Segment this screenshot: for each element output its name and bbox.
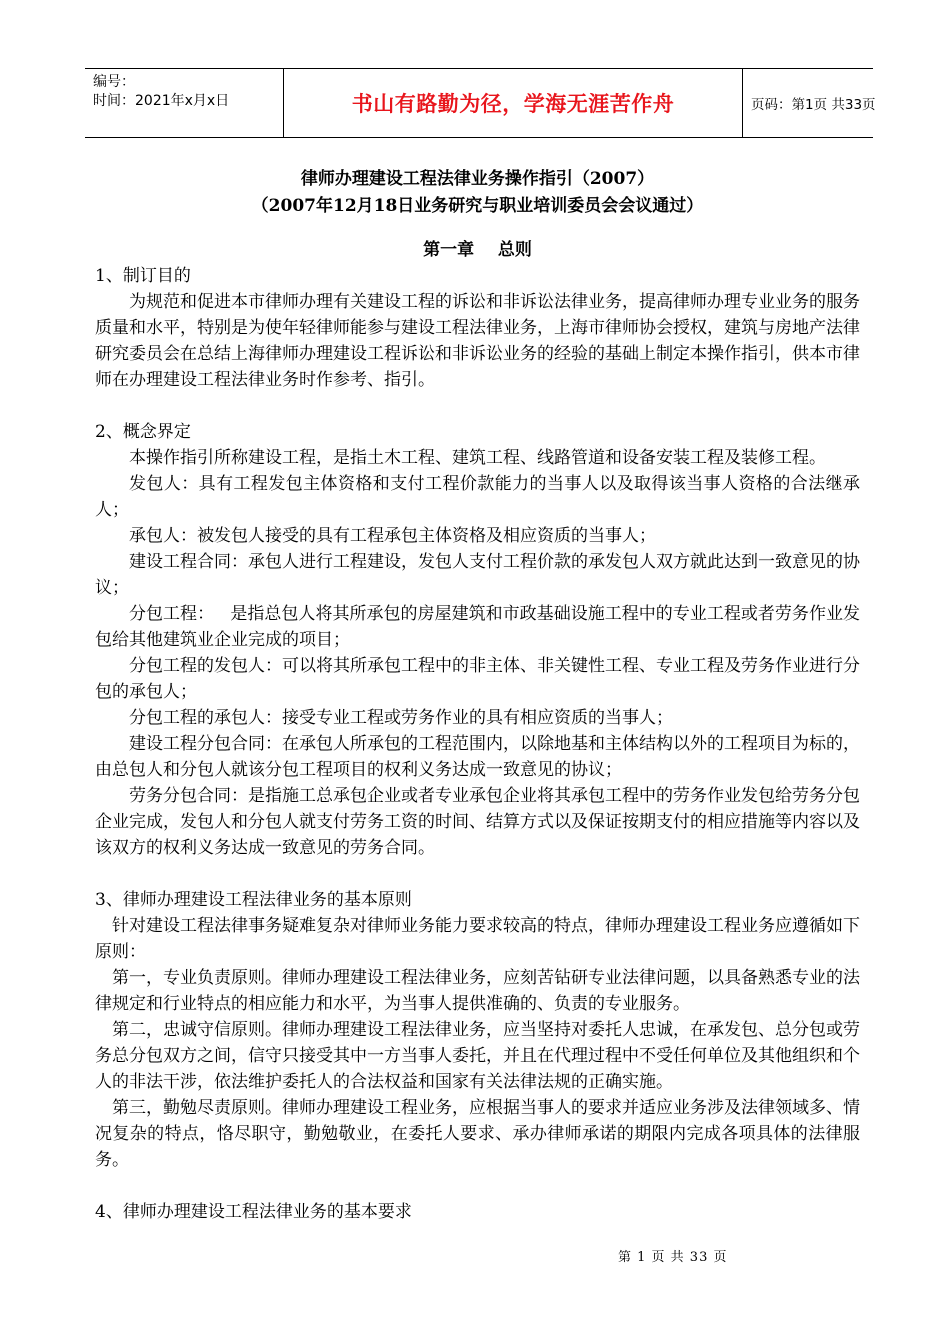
header-motto: 书山有路勤为径，学海无涯苦作舟 (351, 92, 675, 116)
definition-construction-contract: 建设工程合同：承包人进行工程建设，发包人支付工程价款的承发包人双方就此达到一致意见的协议； (95, 552, 860, 598)
section-1-paragraph: 为规范和促进本市律师办理有关建设工程的诉讼和非诉讼法律业务，提高律师办理专业业务的服务质量和水平，特别是为使年轻律师能参与建设工程法律业务，上海市律师协会授权，建筑与房地产法律研究委员会在总结上海律师办理建设工程诉讼和非诉讼业务的经验的基础上制定本操作指引，供本市律师在办理建设工程法律业务时作参考、指引。 (95, 292, 860, 390)
section-1-heading: 1、制订目的 (95, 266, 191, 286)
section-3-intro: 针对建设工程法律事务疑难复杂对律师业务能力要求较高的特点，律师办理建设工程业务应遵循如下原则： (95, 916, 860, 962)
page-header (85, 68, 876, 138)
header-motto-cell (283, 69, 743, 137)
definition-construction-project: 本操作指引所称建设工程，是指土木工程、建筑工程、线路管道和设备安装工程及装修工程。 (129, 448, 826, 468)
definition-labor-subcontract: 劳务分包合同：是指施工总承包企业或者专业承包企业将其承包工程中的劳务作业发包给劳务分包企业完成，发包人和分包人就支付劳务工资的时间、结算方式以及保证按期支付的相应措施等内容以及该双方的权利义务达成一致意见的劳务合同。 (95, 786, 860, 858)
header-meta (85, 69, 283, 137)
document-title: 律师办理建设工程法律业务操作指引（2007） (300, 169, 655, 189)
principle-diligence: 第三，勤勉尽责原则。律师办理建设工程业务，应根据当事人的要求并适应业务涉及法律领域多、情况复杂的特点，恪尽职守，勤勉敬业，在委托人要求、承办律师承诺的期限内完成各项具体的法律服务。 (95, 1098, 860, 1170)
definition-subcontract-work: 分包工程： 是指总包人将其所承包的房屋建筑和市政基础设施工程中的专业工程或者劳务作业发包给其他建筑业企业完成的项目； (95, 604, 860, 650)
section-2-heading: 2、概念界定 (95, 422, 191, 442)
document-subtitle: （2007年12月18日业务研究与职业培训委员会会议通过） (251, 196, 704, 216)
doc-time-label: 时间：2021年x月x日 (93, 93, 230, 109)
principle-professional: 第一，专业负责原则。律师办理建设工程法律业务，应刻苦钻研专业法律问题，以具备熟悉专业的法律规定和行业特点的相应能力和水平，为当事人提供准确的、负责的专业服务。 (95, 968, 860, 1014)
definition-contractor: 承包人：被发包人接受的具有工程承包主体资格及相应资质的当事人； (129, 526, 656, 546)
definition-subcontract-employer: 分包工程的发包人：可以将其所承包工程中的非主体、非关键性工程、专业工程及劳务作业进行分包的承包人； (95, 656, 860, 702)
definition-subcontract-agreement: 建设工程分包合同：在承包人所承包的工程范围内，以除地基和主体结构以外的工程项目为标的，由总包人和分包人就该分包工程项目的权利义务达成一致意见的协议； (95, 734, 860, 780)
doc-number-label: 编号： (93, 74, 135, 90)
header-page-info: 页码：第1页 共33页 (751, 97, 876, 113)
definition-subcontractor: 分包工程的承包人：接受专业工程或劳务作业的具有相应资质的当事人； (129, 708, 673, 728)
section-3-heading: 3、律师办理建设工程法律业务的基本原则 (95, 890, 412, 910)
chapter-heading: 第一章 总则 (423, 240, 532, 260)
page-footer: 第 1 页 共 33 页 (618, 1250, 728, 1265)
document-body (95, 166, 860, 1225)
principle-loyalty: 第二，忠诚守信原则。律师办理建设工程法律业务，应当坚持对委托人忠诚，在承发包、总分包或劳务总分包双方之间，信守只接受其中一方当事人委托，并且在代理过程中不受任何单位及其他组织和个人的非法干涉，依法维护委托人的合法权益和国家有关法律法规的正确实施。 (95, 1020, 860, 1092)
definition-employer: 发包人：具有工程发包主体资格和支付工程价款能力的当事人以及取得该当事人资格的合法继承人； (95, 474, 860, 520)
section-4-heading: 4、律师办理建设工程法律业务的基本要求 (95, 1202, 412, 1222)
